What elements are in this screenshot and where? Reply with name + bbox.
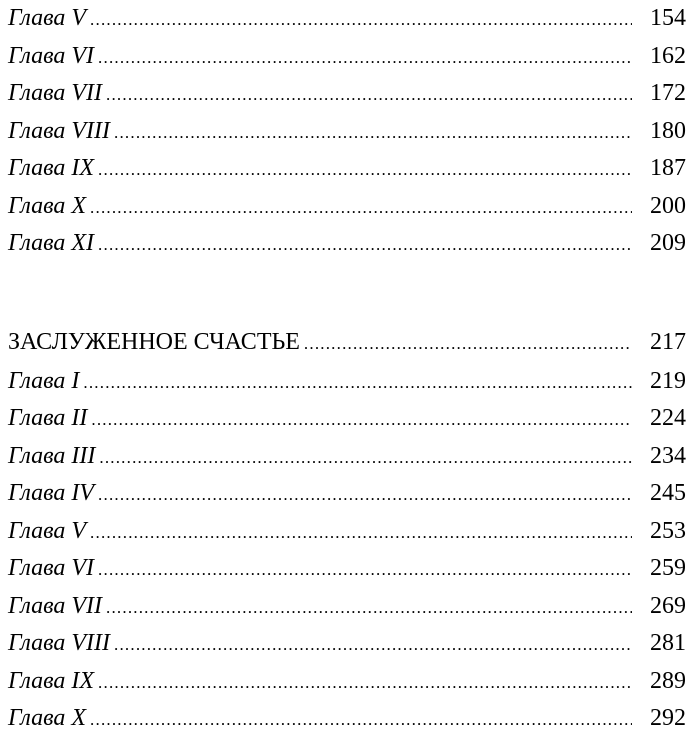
chapter-title: Глава IX [8, 667, 95, 694]
page-number: 289 [650, 667, 686, 694]
page-number: 180 [650, 117, 686, 144]
toc-entry [8, 550, 686, 588]
toc-entry [8, 113, 686, 151]
chapter-title: Глава XI [8, 230, 95, 256]
page-number: 162 [650, 42, 686, 69]
dot-leader [83, 364, 632, 402]
dot-leader [98, 664, 632, 702]
page-number: 245 [650, 480, 686, 506]
toc-group-previous-part [8, 0, 686, 263]
chapter-title: Глава VI [8, 42, 95, 69]
dot-leader [91, 401, 632, 439]
dot-leader [98, 39, 632, 77]
toc-section-entry [8, 321, 686, 363]
dot-leader [106, 76, 632, 114]
chapter-title: Глава VIII [8, 117, 111, 144]
page-number: 187 [650, 155, 686, 181]
chapter-title: Глава IV [8, 480, 95, 506]
chapter-title: Глава VI [8, 555, 95, 581]
toc-entry [8, 475, 686, 513]
dot-leader [90, 1, 632, 39]
toc-entry [8, 363, 686, 401]
page-number: 281 [650, 630, 686, 656]
toc-entry [8, 38, 686, 76]
dot-leader [98, 476, 632, 514]
page-number: 172 [650, 80, 686, 106]
dot-leader [304, 323, 632, 365]
section-title: ЗАСЛУЖЕННОЕ СЧАСТЬЕ [8, 328, 300, 355]
toc-entry [8, 588, 686, 626]
page-number: 209 [650, 230, 686, 256]
toc-entry [8, 625, 686, 663]
chapter-title: Глава V [8, 517, 87, 544]
chapter-title: Глава V [8, 5, 87, 31]
dot-leader [98, 151, 632, 189]
table-of-contents [8, 0, 686, 738]
chapter-title: Глава II [8, 405, 88, 431]
toc-entry [8, 75, 686, 113]
toc-entry [8, 438, 686, 476]
chapter-title: Глава VII [8, 80, 103, 106]
dot-leader [90, 189, 632, 227]
toc-entry [8, 0, 686, 38]
toc-entry [8, 225, 686, 263]
toc-group-section-chapters [8, 363, 686, 738]
dot-leader [106, 589, 632, 627]
chapter-title: Глава IX [8, 155, 95, 181]
toc-entry [8, 188, 686, 226]
chapter-title: Глава VII [8, 592, 103, 619]
page-number: 200 [650, 192, 686, 219]
chapter-title: Глава X [8, 705, 87, 731]
dot-leader [98, 551, 632, 589]
dot-leader [90, 701, 632, 739]
dot-leader [90, 514, 632, 552]
dot-leader [99, 439, 632, 477]
page-number: 234 [650, 442, 686, 469]
page-number: 219 [650, 367, 686, 394]
toc-entry [8, 700, 686, 738]
toc-entry [8, 150, 686, 188]
page-number: 253 [650, 517, 686, 544]
page-number: 292 [650, 705, 686, 731]
dot-leader [114, 114, 632, 152]
toc-entry [8, 513, 686, 551]
page-number: 259 [650, 555, 686, 581]
dot-leader [98, 226, 632, 264]
page-number: 269 [650, 592, 686, 619]
chapter-title: Глава X [8, 192, 87, 219]
toc-entry [8, 663, 686, 701]
toc-entry [8, 400, 686, 438]
chapter-title: Глава III [8, 442, 96, 469]
page-number: 217 [650, 328, 686, 355]
chapter-title: Глава VIII [8, 630, 111, 656]
dot-leader [114, 626, 632, 664]
chapter-title: Глава I [8, 367, 80, 394]
section-spacer [8, 263, 686, 321]
page-number: 224 [650, 405, 686, 431]
page-number: 154 [650, 5, 686, 31]
